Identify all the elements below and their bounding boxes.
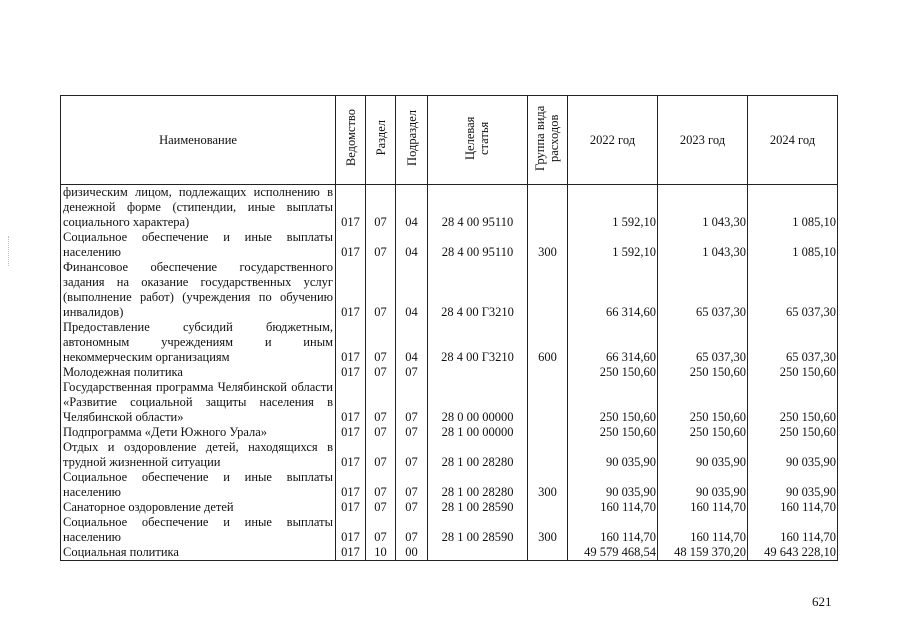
table-row [61, 230, 838, 260]
row-target [428, 365, 528, 380]
row-2024: 49 643 228,10 [748, 545, 838, 561]
row-2023: 48 159 370,20 [658, 545, 748, 561]
row-name: Подпрограмма «Дети Южного Урала» [61, 425, 336, 440]
row-expense-group [528, 185, 568, 231]
header-2023: 2023 год [658, 96, 748, 185]
row-expense-group [528, 365, 568, 380]
row-subsection: 04 [396, 230, 428, 260]
row-target: 28 1 00 28280 [428, 470, 528, 500]
row-name: физическим лицом, подлежащих исполнению в денежной форме (стипендии, иные выплаты социального характера) [61, 185, 336, 231]
row-section: 07 [366, 260, 396, 320]
row-target: 28 4 00 Г3210 [428, 260, 528, 320]
row-expense-group: 600 [528, 320, 568, 365]
row-subsection: 04 [396, 185, 428, 231]
budget-table [60, 95, 838, 561]
table-row [61, 425, 838, 440]
header-2022: 2022 год [568, 96, 658, 185]
row-subsection: 07 [396, 515, 428, 545]
row-2024: 1 085,10 [748, 230, 838, 260]
row-2022: 66 314,60 [568, 320, 658, 365]
row-2023: 65 037,30 [658, 320, 748, 365]
row-2022: 90 035,90 [568, 470, 658, 500]
row-section: 07 [366, 515, 396, 545]
row-expense-group [528, 380, 568, 425]
row-2023: 65 037,30 [658, 260, 748, 320]
row-dept: 017 [336, 320, 366, 365]
row-name: Государственная программа Челябинской области «Развитие социальной защиты населения в Челябинской области» [61, 380, 336, 425]
header-subsection: Подраздел [396, 96, 428, 185]
table-row [61, 470, 838, 500]
table-row [61, 500, 838, 515]
header-target: Целевая статья [428, 96, 528, 185]
row-2024: 160 114,70 [748, 515, 838, 545]
row-dept: 017 [336, 260, 366, 320]
row-name: Социальное обеспечение и иные выплаты населению [61, 515, 336, 545]
row-dept: 017 [336, 185, 366, 231]
row-subsection: 04 [396, 260, 428, 320]
row-section: 07 [366, 365, 396, 380]
row-2024: 1 085,10 [748, 185, 838, 231]
row-2022: 90 035,90 [568, 440, 658, 470]
row-section: 10 [366, 545, 396, 561]
row-2022: 49 579 468,54 [568, 545, 658, 561]
row-expense-group: 300 [528, 230, 568, 260]
row-2024: 90 035,90 [748, 470, 838, 500]
row-expense-group [528, 440, 568, 470]
row-name: Отдых и оздоровление детей, находящихся в трудной жизненной ситуации [61, 440, 336, 470]
header-expense-group: Группа вида расходов [528, 96, 568, 185]
row-section: 07 [366, 470, 396, 500]
row-target: 28 4 00 95110 [428, 230, 528, 260]
table-row [61, 440, 838, 470]
row-2023: 90 035,90 [658, 470, 748, 500]
row-target: 28 1 00 28280 [428, 440, 528, 470]
row-name: Социальное обеспечение и иные выплаты населению [61, 470, 336, 500]
row-2022: 250 150,60 [568, 380, 658, 425]
row-2023: 250 150,60 [658, 380, 748, 425]
row-2023: 90 035,90 [658, 440, 748, 470]
row-2023: 160 114,70 [658, 500, 748, 515]
row-2023: 1 043,30 [658, 230, 748, 260]
row-2022: 250 150,60 [568, 425, 658, 440]
row-target [428, 545, 528, 561]
row-2024: 250 150,60 [748, 365, 838, 380]
row-dept: 017 [336, 440, 366, 470]
table-header-row [61, 96, 838, 185]
row-expense-group: 300 [528, 470, 568, 500]
row-2022: 250 150,60 [568, 365, 658, 380]
row-dept: 017 [336, 545, 366, 561]
row-target: 28 1 00 00000 [428, 425, 528, 440]
table-row [61, 515, 838, 545]
row-section: 07 [366, 440, 396, 470]
row-name: Социальное обеспечение и иные выплаты населению [61, 230, 336, 260]
row-2024: 250 150,60 [748, 425, 838, 440]
table-row [61, 545, 838, 561]
row-section: 07 [366, 500, 396, 515]
row-target: 28 1 00 28590 [428, 515, 528, 545]
row-expense-group: 300 [528, 515, 568, 545]
row-target: 28 4 00 95110 [428, 185, 528, 231]
row-section: 07 [366, 185, 396, 231]
row-section: 07 [366, 320, 396, 365]
row-2023: 160 114,70 [658, 515, 748, 545]
row-subsection: 04 [396, 320, 428, 365]
row-subsection: 07 [396, 470, 428, 500]
row-dept: 017 [336, 380, 366, 425]
row-2023: 1 043,30 [658, 185, 748, 231]
row-section: 07 [366, 425, 396, 440]
row-subsection: 07 [396, 440, 428, 470]
row-dept: 017 [336, 365, 366, 380]
row-dept: 017 [336, 515, 366, 545]
row-section: 07 [366, 380, 396, 425]
header-dept: Ведомство [336, 96, 366, 185]
header-section: Раздел [366, 96, 396, 185]
row-dept: 017 [336, 500, 366, 515]
table-row [61, 320, 838, 365]
row-expense-group [528, 545, 568, 561]
row-target: 28 0 00 00000 [428, 380, 528, 425]
row-2024: 65 037,30 [748, 260, 838, 320]
page-number: 621 [812, 594, 832, 609]
table-row [61, 260, 838, 320]
table-row [61, 365, 838, 380]
row-2024: 65 037,30 [748, 320, 838, 365]
row-2024: 250 150,60 [748, 380, 838, 425]
row-subsection: 00 [396, 545, 428, 561]
header-2024: 2024 год [748, 96, 838, 185]
row-name: Предоставление субсидий бюджетным, автономным учреждениям и иным некоммерческим организациям [61, 320, 336, 365]
row-2022: 160 114,70 [568, 515, 658, 545]
row-subsection: 07 [396, 425, 428, 440]
row-name: Финансовое обеспечение государственного задания на оказание государственных услуг (выполнение работ) (учреждения по обучению инвалидов) [61, 260, 336, 320]
row-2023: 250 150,60 [658, 425, 748, 440]
table-row [61, 380, 838, 425]
row-subsection: 07 [396, 500, 428, 515]
row-expense-group [528, 260, 568, 320]
row-subsection: 07 [396, 380, 428, 425]
row-name: Санаторное оздоровление детей [61, 500, 336, 515]
row-2022: 1 592,10 [568, 185, 658, 231]
row-2022: 160 114,70 [568, 500, 658, 515]
row-target: 28 4 00 Г3210 [428, 320, 528, 365]
row-expense-group [528, 500, 568, 515]
row-2024: 90 035,90 [748, 440, 838, 470]
row-dept: 017 [336, 470, 366, 500]
header-name: Наименование [61, 96, 336, 185]
row-name: Молодежная политика [61, 365, 336, 380]
row-expense-group [528, 425, 568, 440]
row-2022: 66 314,60 [568, 260, 658, 320]
row-dept: 017 [336, 425, 366, 440]
table-body [61, 185, 838, 561]
row-subsection: 07 [396, 365, 428, 380]
row-2023: 250 150,60 [658, 365, 748, 380]
row-name: Социальная политика [61, 545, 336, 561]
scan-margin-mark [8, 236, 13, 266]
table-row [61, 185, 838, 231]
row-section: 07 [366, 230, 396, 260]
row-target: 28 1 00 28590 [428, 500, 528, 515]
row-dept: 017 [336, 230, 366, 260]
row-2024: 160 114,70 [748, 500, 838, 515]
row-2022: 1 592,10 [568, 230, 658, 260]
